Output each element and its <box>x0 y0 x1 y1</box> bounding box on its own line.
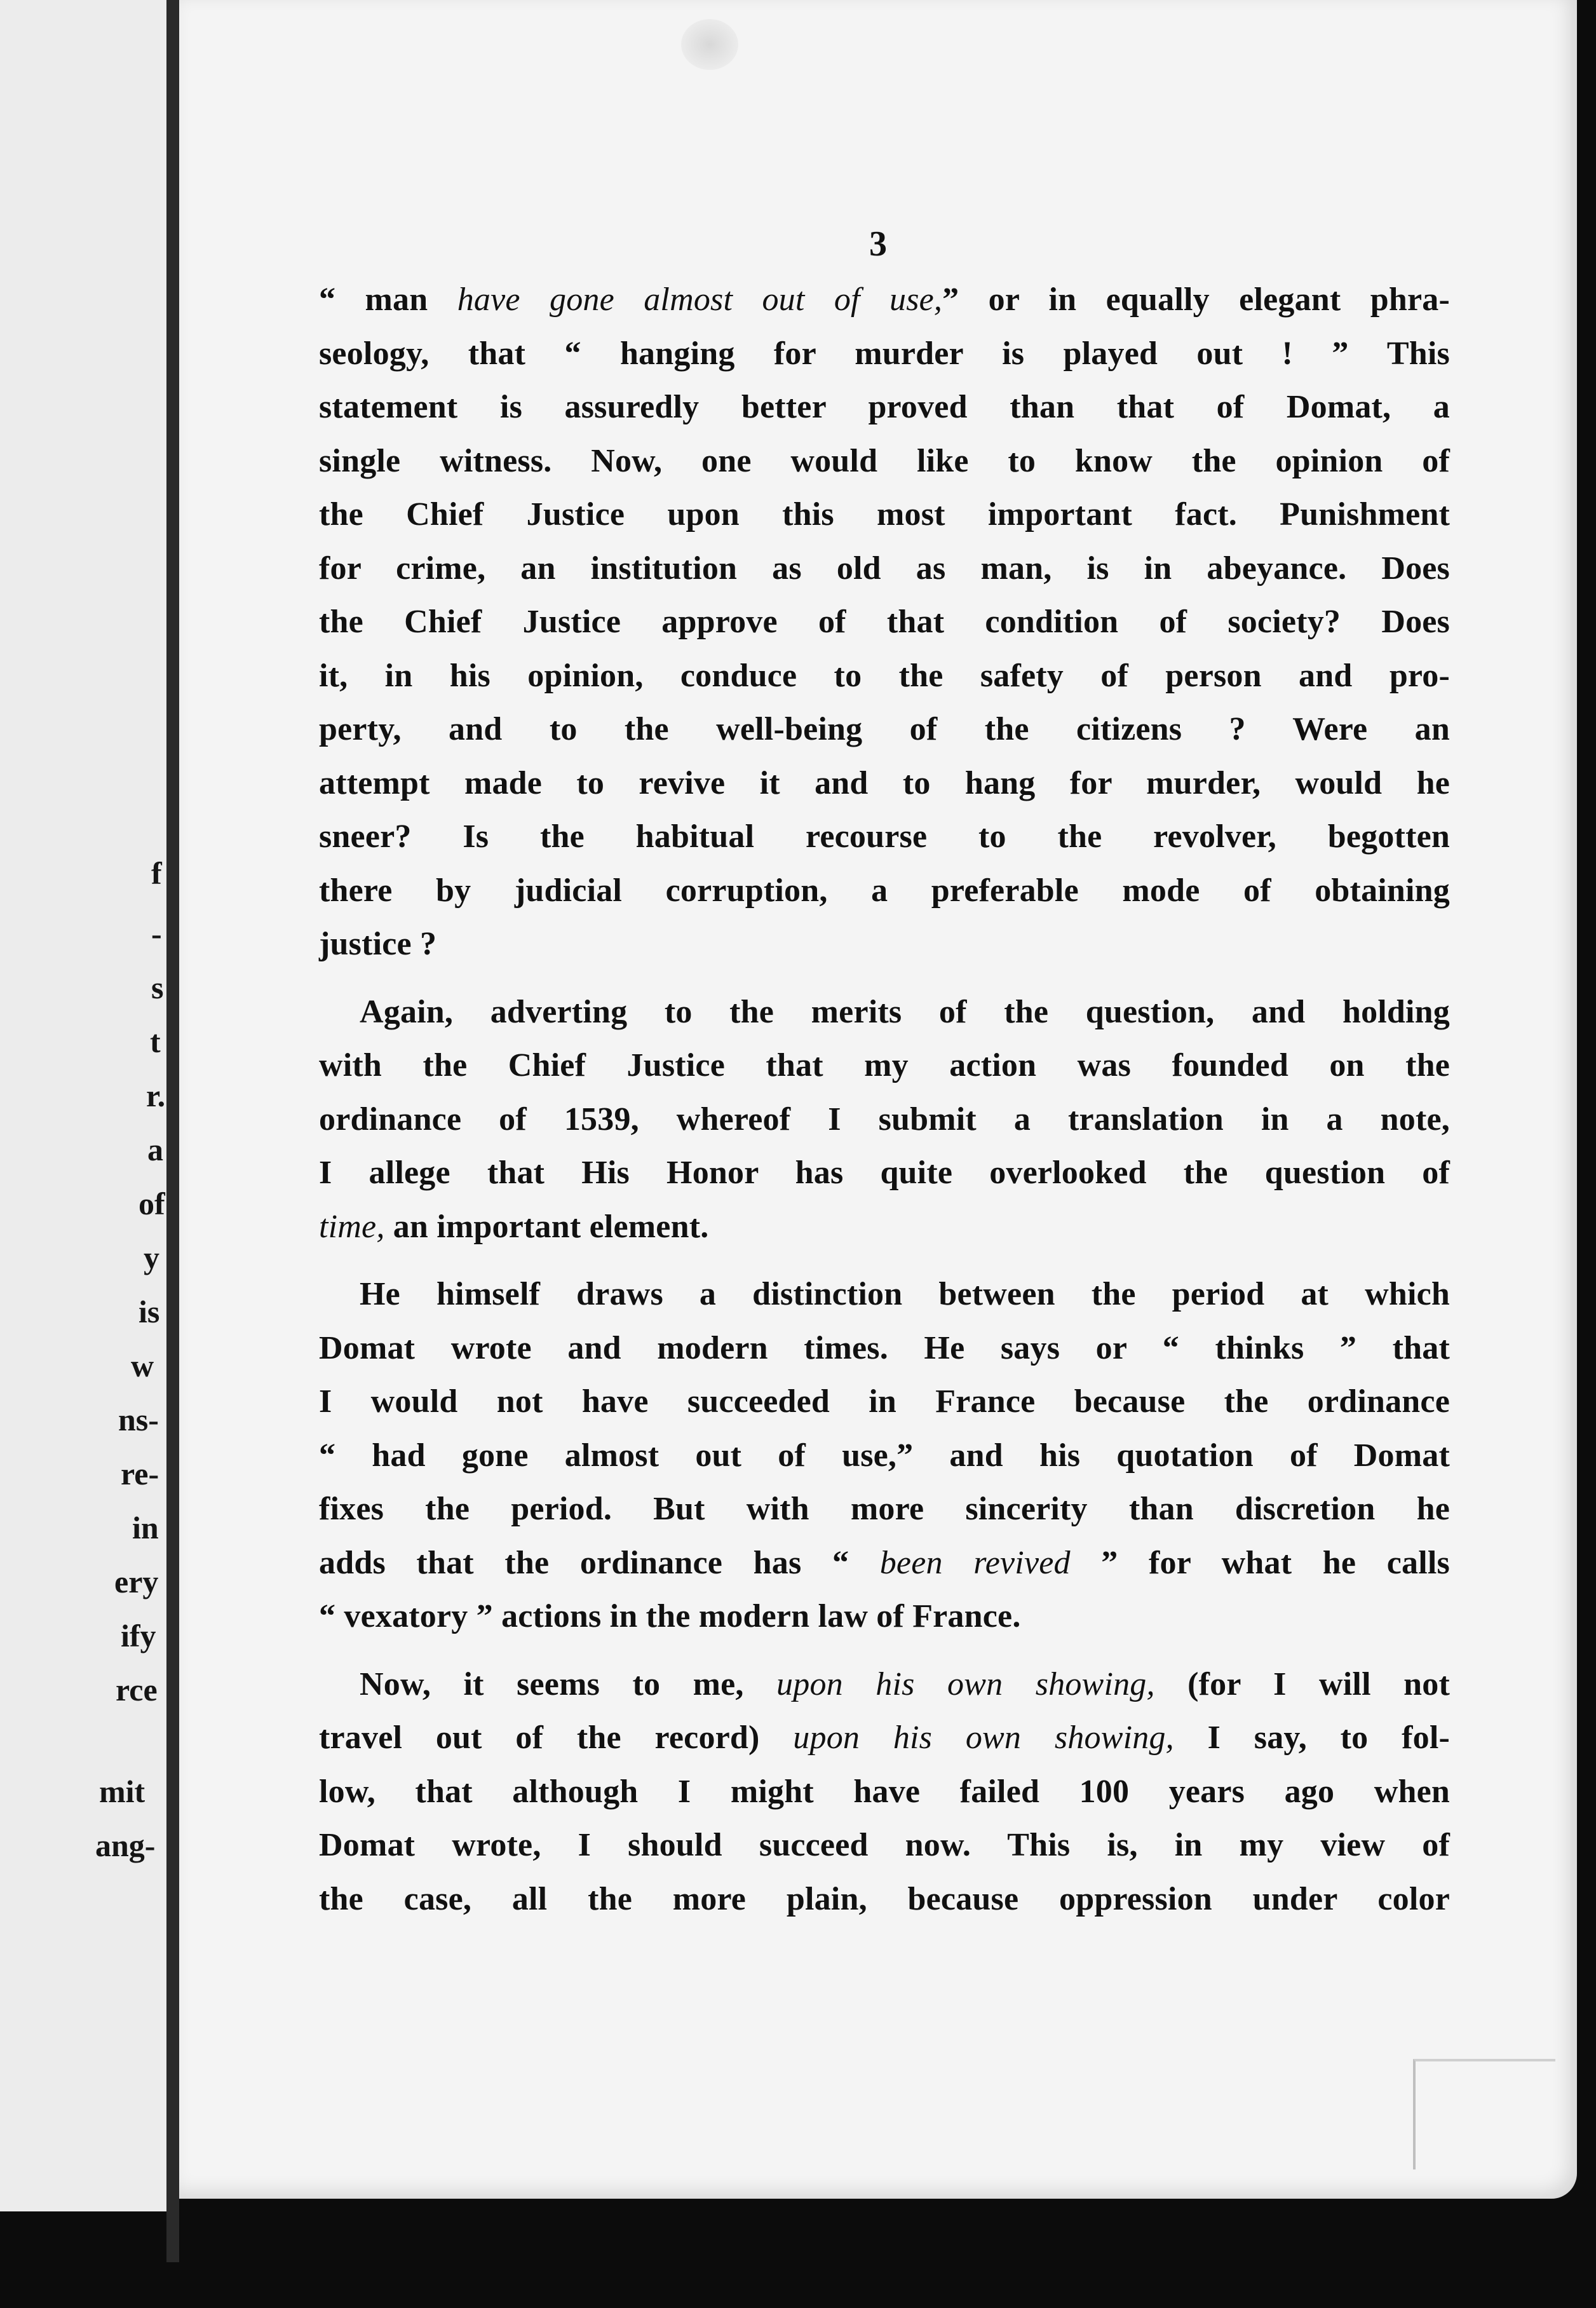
fragment: r. <box>146 1078 166 1113</box>
fragment: s <box>151 970 164 1005</box>
text-line: time, an important element. <box>319 1208 709 1245</box>
text-line: Now, it seems to me, upon his own showing, (for I will not <box>360 1666 1450 1702</box>
text-line: attempt made to revive it and to hang for murder, would he <box>319 764 1450 801</box>
text-line: single witness. Now, one would like to know the opinion of <box>319 442 1450 479</box>
page-corner-fold <box>1413 2059 1555 2169</box>
text-line: “ had gone almost out of use,” and his quotation of Domat <box>319 1437 1450 1474</box>
text-line: justice ? <box>319 926 437 962</box>
text-line: Domat wrote, I should succeed now. This is, in my view of <box>319 1827 1450 1863</box>
text-line: with the Chief Justice that my action was founded on the <box>319 1047 1450 1083</box>
text-line: ordinance of 1539, whereof I submit a translation in a note, <box>319 1101 1450 1137</box>
fragment: re- <box>121 1456 159 1491</box>
fragment: f <box>151 855 162 891</box>
book-gutter <box>166 0 179 2262</box>
fragment: ns- <box>118 1402 159 1437</box>
paper-stain <box>681 19 738 70</box>
body-text <box>319 273 1450 1926</box>
fragment: a <box>147 1132 163 1167</box>
text-line: low, that although I might have failed 100 years ago when <box>319 1773 1450 1810</box>
text-line: seology, that “ hanging for murder is played out ! ” This <box>319 335 1450 372</box>
fragment: in <box>132 1510 159 1545</box>
page-number: 3 <box>869 224 887 264</box>
text-line: adds that the ordinance has “ been revived ” for what he calls <box>319 1544 1450 1581</box>
fragment: y <box>144 1240 159 1275</box>
text-line: sneer? Is the habitual recourse to the revolver, begotten <box>319 818 1450 855</box>
fragment: ify <box>121 1618 156 1653</box>
fragment: is <box>139 1294 160 1329</box>
text-line: “ man have gone almost out of use,” or in equally elegant phra- <box>319 282 1450 318</box>
fragment: ang- <box>95 1828 156 1863</box>
text-line: it, in his opinion, conduce to the safety of person and pro- <box>319 657 1450 694</box>
text-line: the Chief Justice approve of that condition of society? Does <box>319 604 1450 640</box>
text-line: there by judicial corruption, a preferable mode of obtaining <box>319 872 1450 909</box>
fragment: t <box>150 1024 161 1059</box>
text-line: the Chief Justice upon this most important fact. Punishment <box>319 496 1450 533</box>
fragment: of <box>139 1186 165 1221</box>
text-line: Again, adverting to the merits of the question, and holding <box>360 993 1450 1030</box>
fragment: ery <box>114 1564 159 1599</box>
text-line: statement is assuredly better proved than that of Domat, a <box>319 389 1450 425</box>
text-line: “ vexatory ” actions in the modern law of France. <box>319 1598 1021 1634</box>
text-line: fixes the period. But with more sincerity than discretion he <box>319 1491 1450 1527</box>
text-line: travel out of the record) upon his own showing, I say, to fol- <box>319 1720 1450 1756</box>
text-line: the case, all the more plain, because oppression under color <box>319 1880 1450 1917</box>
text-line: I allege that His Honor has quite overlooked the question of <box>319 1155 1450 1191</box>
text-line: I would not have succeeded in France because the ordinance <box>319 1383 1450 1420</box>
fragment: - <box>151 916 162 951</box>
text-line: perty, and to the well-being of the citizens ? Were an <box>319 711 1450 747</box>
fragment: mit <box>99 1774 145 1809</box>
text-line: for crime, an institution as old as man, is in abeyance. Does <box>319 550 1450 587</box>
text-line: Domat wrote and modern times. He says or “ thinks ” that <box>319 1329 1450 1366</box>
fragment: rce <box>116 1672 158 1707</box>
book-page <box>179 0 1577 2199</box>
text-line: He himself draws a distinction between the period at which <box>360 1276 1450 1312</box>
fragment: w <box>131 1348 154 1383</box>
facing-page <box>0 0 166 2211</box>
